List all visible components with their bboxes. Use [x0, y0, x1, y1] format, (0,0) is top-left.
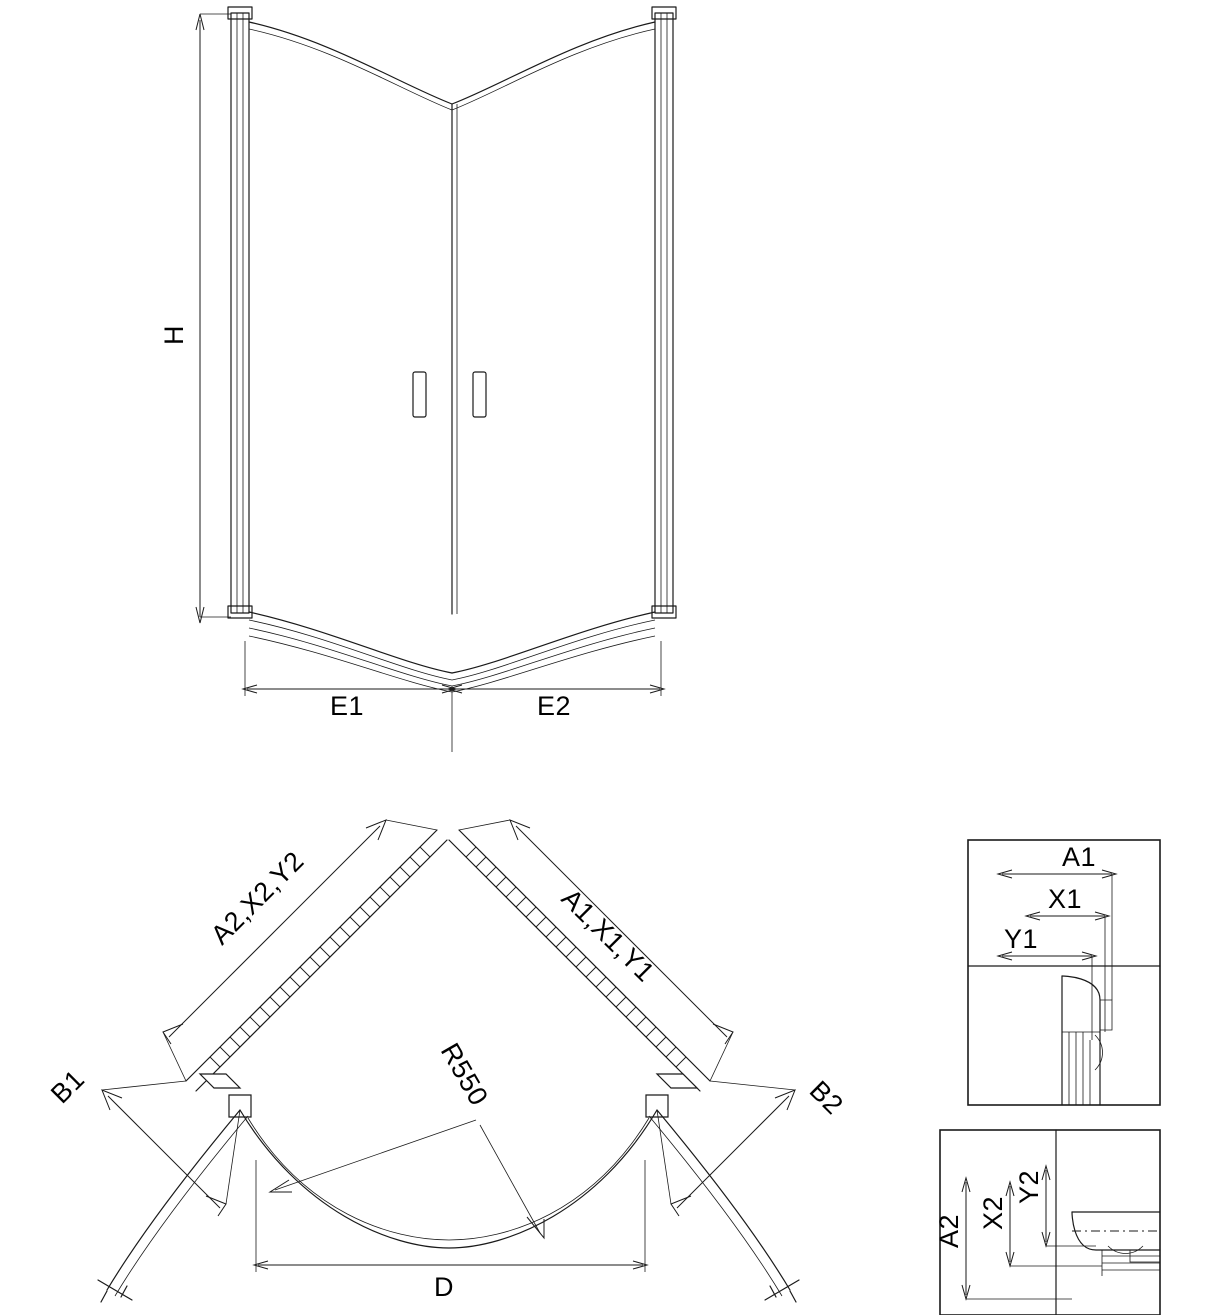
label-b2: B2	[803, 1075, 850, 1121]
label-e1: E1	[330, 691, 365, 721]
label-e2: E2	[537, 691, 572, 721]
label-detail-x1: X1	[1048, 884, 1083, 914]
label-detail-y2: Y2	[1014, 1169, 1044, 1204]
label-detail-a2: A2	[934, 1213, 964, 1248]
label-detail-a1: A1	[1062, 842, 1097, 872]
front-elevation-group	[159, 7, 676, 752]
label-height: H	[159, 325, 189, 345]
label-d: D	[434, 1272, 454, 1302]
label-radius: R550	[434, 1038, 495, 1111]
detail-bottom-right-group	[934, 1130, 1160, 1315]
label-a1-x1-y1: A1,X1,Y1	[555, 883, 661, 988]
label-detail-x2: X2	[978, 1195, 1008, 1230]
label-detail-y1: Y1	[1004, 924, 1039, 954]
detail-top-right-group	[968, 840, 1160, 1105]
plan-view-group	[45, 820, 849, 1302]
label-a2-x2-y2: A2,X2,Y2	[205, 845, 310, 951]
label-b1: B1	[45, 1063, 91, 1110]
